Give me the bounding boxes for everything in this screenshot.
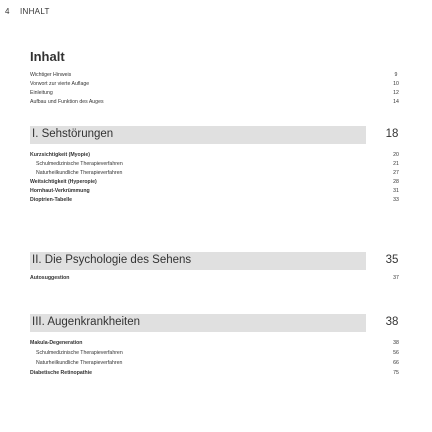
toc-entry[interactable] (30, 187, 404, 196)
toc-entry-page: 75 (393, 370, 399, 376)
toc-entry-page: 56 (393, 350, 399, 356)
toc-entry-page: 9 (394, 72, 398, 78)
toc-entry-page: 14 (393, 99, 399, 105)
toc-entry-label: Schulmedizinische Therapieverfahren (36, 161, 123, 167)
toc-entry[interactable] (30, 339, 404, 348)
toc-entry-page: 33 (393, 197, 399, 203)
toc-entry[interactable] (30, 196, 404, 205)
chapter-page: 35 (385, 254, 399, 266)
toc-entry-label: Hornhaut-Verkrümmung (30, 188, 90, 194)
toc-entry-label: Naturheilkundliche Therapieverfahren (36, 170, 123, 176)
toc-entry-label: Naturheilkundliche Therapieverfahren (36, 360, 123, 366)
chapter-heading[interactable] (30, 314, 404, 332)
toc-entry[interactable] (30, 151, 404, 160)
toc-subentry[interactable] (30, 359, 404, 368)
toc-entry-page: 38 (393, 340, 399, 346)
toc-entry-page: 66 (393, 360, 399, 366)
toc-entry-page: 10 (393, 81, 399, 87)
toc-entry[interactable] (30, 369, 404, 378)
toc-entry-label: Vorwort zur vierte Auflage (30, 81, 90, 87)
toc-entry-label: Makula-Degeneration (30, 340, 83, 346)
page-number: 4 (5, 7, 10, 16)
toc-entry-page: 37 (393, 275, 399, 281)
toc-entry[interactable] (30, 274, 404, 283)
toc-subentry[interactable] (30, 349, 404, 358)
toc-entry[interactable] (30, 89, 404, 98)
chapter-heading[interactable] (30, 252, 404, 270)
toc-entry-label: Schulmedizinische Therapieverfahren (36, 350, 123, 356)
chapter-title: I. Sehstörungen (32, 128, 114, 140)
toc-entry-label: Dioptrien-Tabelle (30, 197, 72, 203)
toc-subentry[interactable] (30, 160, 404, 169)
toc-entry-label: Aufbau und Funktion des Auges (30, 99, 104, 105)
chapter-title: III. Augenkrankheiten (32, 316, 141, 328)
toc-entry-page: 31 (393, 188, 399, 194)
toc-entry-label: Diabetische Retinopathie (30, 370, 92, 376)
header-title: INHALT (20, 7, 50, 16)
chapter-heading[interactable] (30, 126, 404, 144)
toc-entry-label: Autosuggestion (30, 275, 70, 281)
toc-entry-page: 20 (393, 152, 399, 158)
chapter-page: 18 (385, 128, 399, 140)
toc-entry-page: 28 (393, 179, 399, 185)
toc-entry[interactable] (30, 71, 404, 80)
chapter-page: 38 (385, 316, 399, 328)
chapter-title: II. Die Psychologie des Sehens (32, 254, 192, 266)
toc-entry-page: 21 (393, 161, 399, 167)
toc-subentry[interactable] (30, 169, 404, 178)
toc-entry-page: 12 (393, 90, 399, 96)
toc-title: Inhalt (30, 49, 65, 64)
toc-entry[interactable] (30, 178, 404, 187)
page-header (0, 0, 432, 26)
toc-entry[interactable] (30, 80, 404, 89)
toc-entry-page: 27 (393, 170, 399, 176)
toc-entry-label: Weitsichtigkeit (Hyperopie) (30, 179, 97, 185)
toc-entry[interactable] (30, 98, 404, 107)
toc-entry-label: Einleitung (30, 90, 53, 96)
toc-entry-label: Kurzsichtigkeit (Myopie) (30, 152, 90, 158)
toc-entry-label: Wichtiger Hinweis (30, 72, 72, 78)
